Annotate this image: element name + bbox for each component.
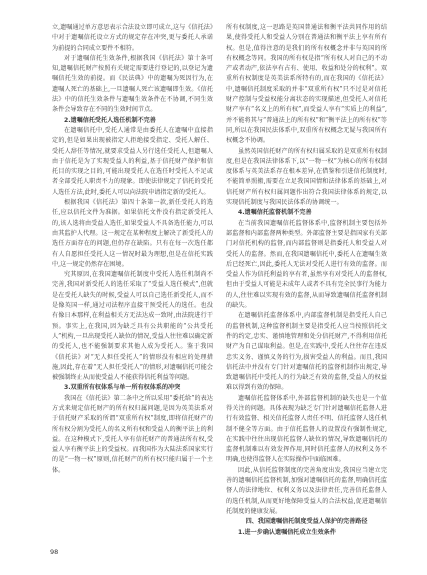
section-heading: 1.进一步确认遗嘱信托成立生效条件: [238, 528, 336, 536]
section-heading: 3.双重所有权体系与单一所有权体系的冲突: [64, 384, 181, 392]
paragraph: 虽然英国信托财产的所有权归属采取的是双重所有权制度,但是在我国法律体系下,以“一物一权”为核心的所有权制度体系与英美法系存在根本差异,在借鉴和引进信托制度时,不能简单照搬,需要在立足我国国情和法律体系的基础上,对信托财产所有权归属问题作出符合我国法律体系的规定,以实现信托制度与我国民法体系的协调统一。: [226, 147, 387, 207]
paragraph: 所有权制度,这一思路是英国普通法和衡平法共同作用的结果,使得受托人和受益人分别在普通法和衡平法上享有所有权。但是,值得注意的是我们的所有权概念并非与英国的所有权概念等同。我国的所有权是指“所有权人对自己的不动产或者动产,依法享有占有、使用、收益和处分的权利”。双重所有权制度是英美法系所特有的,而在我国的《信托法》中,遗嘱信托制度采取的并非“双重所有权”只不过是对信托财产控制与受益权能分离状态的实现描述,但受托人对信托财产享有“名义上的所有权”,而受益人享有“实质上的利益”,并不能将其与“普通法上的所有权”和“衡平法上的所有权”等同,所以在我国民法体系中,双重所有权概念无疑与我国所有权概念不协调。: [226, 24, 387, 145]
paragraph: 根据我国《信托法》第四十条第一款,新任受托人的选任,应以信托文件为准据。如果信托文件没有指定新受托人的,该人选将由受益人选任,如果受益人不具备选任能力,可以由其监护人代理。这一规定在某种程度上解决了新受托人的选任方面存在的问题,但仍存在缺陷。只有在每一次选任都有人自愿担任受托人这一情况时最为理想,但是在信托实践中,这一规定仍然存在困境。: [52, 199, 213, 268]
section-heading: 四、我国遗嘱信托制度受益人保护的完善路径: [245, 518, 368, 526]
paragraph: 立,遗嘱通过单方意思表示合法设立即可成立,这与《信托法》中对于遗嘱信托设立方式的规定存在冲突,更与委托人承诺为前提的合同成立要件不相符。: [52, 24, 213, 52]
paragraph: 究其原因,在我国遗嘱信托制度中受托人选任机制尚不完善,我国对新受托人的选任采取了“受益人选任模式”,但就是在受托人缺失的时候,受益人可以自己选任新受托人,而不是像英国一样,通过司法程序直接干预受托人的选任。也没有像日本那样,在利益相关方无法达成一致时,由法院进行干预。事实上,在我国,因为缺乏具有公共职能的“公共受托人”机构,一旦出现受托人缺位的情况,受益人往往难以确定新的受托人,也不能强制要求其他人成为受托人。鉴于我国《信托法》对“无人担任受托人”的情形没有相应的处理措施,因此,存在着“无人担任受托人”的情形,对遗嘱信托可能会被强制终止从而使受益人不能获得信托利益等问题。: [52, 271, 213, 382]
right-column: [226, 23, 387, 538]
paragraph: 因此,从信托监督制度的完善角度出发,我国应当建立完善的遗嘱信托监督机制,加强对遗嘱信托的监督,明确信托监督人的法律地位、权利义务以及法律责任,完善信托监督人的选任机制,从而更好地保障受益人的合法权益,促进遗嘱信托制度的健康发展。: [226, 466, 387, 515]
paragraph: 在遗嘱信托中,受托人通常是由委托人在遗嘱中直接指定的,但是如果出现被指定人拒绝接受指定、受托人解任、受托人辞任等情况,就要求受益人另行选任受托人,但遗嘱人由于信托是为了实现受益人的利益,基于信托财产保护和信托目的实现之目的,可能出现受托人在选任时受托人不足或者全部受托人职责不力的现象。即使法律规定了信托的受托人选任方法,此时,委托人可以向法院申请指定新的受托人。: [52, 126, 213, 196]
paragraph: 遗嘱信托监督体系中,外部监督机制的缺失也是一个值得关注的问题。具体表现为缺乏专门针对遗嘱信托监督人进行有效监督、相关信托监督人责任不明、信托监督人选任机制不健全等方面。由于信托监督人的设置没有强制性规定,在实践中往往出现信托监督人缺位的情况,导致遗嘱信托的监督机制难以有效发挥作用,同时信托监督人的权利义务不明确,也使得监督人在实际操作中面临困难。: [226, 394, 387, 464]
paragraph: 在遗嘱信托监督体系中,内部监督机制是指受托人自己的监督机制,这种监督机制主要是指受托人应当按照信托文件的约定,忠实、谨慎地管理和处分信托财产,不得利用信托财产为自己谋取利益。但是,在实践中,受托人往往存在违反忠实义务、谨慎义务的行为,损害受益人的利益。而且,我国信托法中并没有专门针对遗嘱信托的监督机制作出规定,导致遗嘱信托中受托人的行为缺乏有效的监督,受益人的权益难以得到有效的保障。: [226, 312, 387, 392]
left-column: [52, 23, 213, 476]
page-number: 98: [50, 548, 59, 556]
section-heading: 4.遗嘱信托监督机制不完善: [238, 209, 312, 217]
section-heading: 2.遗嘱信托受托人选任机制不完善: [64, 116, 156, 124]
paragraph: 在当前我国遗嘱信托监督体系中,监督机制主要包括外部监督和内部监督两种类型。外部监督主要是指国家有关部门对信托机构的监督,而内部监督则是指委托人和受益人对受托人的监督。然而,在我国遗嘱信托中,委托人在遗嘱生效后已经死亡,因此,委托人无法对受托人进行有效的监督。而受益人作为信托利益的享有者,虽然享有对受托人的监督权,但由于受益人可能是未成年人或者不具有完全民事行为能力的人,往往难以实现有效的监督,从而导致遗嘱信托监督机制的缺失。: [226, 219, 387, 310]
paragraph: 对于遗嘱信托生效条件,根据我国《信托法》第十条可知,遗嘱信托财产按照有关规定需要进行登记的,以登记为遗嘱信托生效的前提。而《民法典》中的遗嘱为死因行为,在遗嘱人死亡的基础上,一旦遗嘱人死亡该遗嘱即生效。《信托法》中的信托生效条件与遗嘱生效条件在不协调,不同生效条件会导致存在不同的生效时间节点。: [52, 54, 213, 114]
paragraph: 我国在《信托法》第二条中之所以采用“委托给”的表达方式来规定信托财产的所有权归属问题,是因为英美法系对于信托财产采取的所谓“双重所有权”制度,即将信托财产的所有权分割为受托人的名义所有权和受益人的衡平法上的利益。在这种模式下,受托人享有信托财产的普通法所有权,受益人享有衡平法上的受益权。而我国作为大陆法系国家实行的是“一物一权”原则,信托财产的所有权只能归属于一个主体。: [52, 394, 213, 474]
